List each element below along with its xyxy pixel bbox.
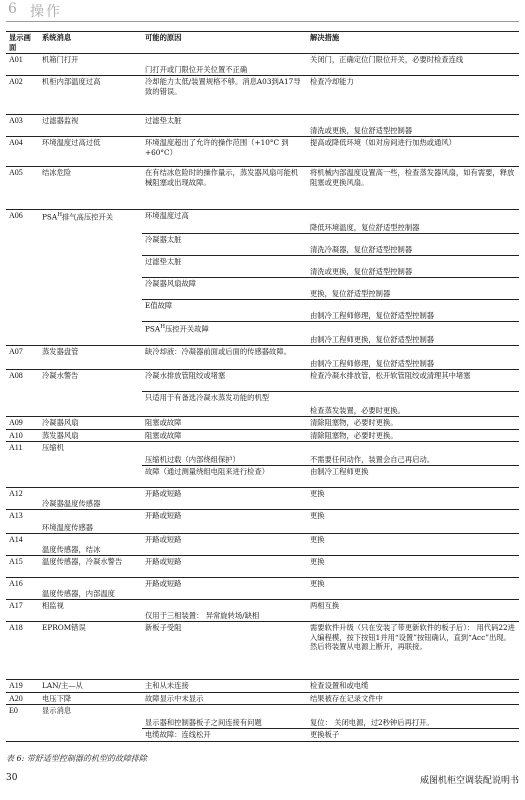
column-header-cause: 可能的原因 [142, 32, 307, 54]
system-message-cell: 蒸发器盘管 [39, 346, 142, 370]
solution-cell: 清洗或更换，复位舒适型控制器 [307, 115, 519, 137]
error-code-cell: A06 [6, 210, 39, 346]
cause-cell: 冷却能力太低/装置规格不够。消息A03到A17导致的错误。 [142, 76, 307, 115]
solution-cell: 不需要任何动作，装置会自己再启动。 [307, 442, 519, 466]
column-header-display: 显示画面 [6, 32, 39, 54]
document-title: 威图机柜空调装配说明书 [419, 776, 519, 786]
solution-cell: 由制冷工程师修理，复位舒适型控制器 [307, 346, 519, 370]
error-code-cell: A13 [6, 510, 39, 534]
table-row [6, 600, 519, 622]
system-message-cell: 温度传感器，内部温度 [39, 578, 142, 600]
table-row [6, 622, 519, 680]
system-message-cell: 蒸发器风扇 [39, 429, 142, 442]
table-row [6, 534, 519, 556]
error-code-cell: E0 [6, 705, 39, 742]
cause-cell: 缺冷却液：冷凝器前面或后面的传感器故障。 [142, 346, 307, 370]
solution-cell: 由制冷工程师更换，复位舒适型控制器 [307, 322, 519, 346]
solution-cell: 清洗冷凝器，复位舒适型控制器 [307, 234, 519, 256]
chapter-number: 6 [8, 1, 17, 17]
cause-cell: 开路或短路 [142, 578, 307, 600]
cause-cell: E值故障 [142, 300, 307, 322]
cause-cell: 压缩机过载（内部绕组保护） [142, 442, 307, 466]
cause-cell: 电缆故障：连线松开 [142, 729, 307, 742]
system-message-cell: 冷凝水警告 [39, 370, 142, 417]
cause-cell: 环境温度超出了允许的操作范围（+10°C 到 +60°C） [142, 137, 307, 167]
system-message-cell: 环境温度传感器 [39, 510, 142, 534]
table-row [6, 705, 519, 729]
solution-cell: 由制冷工程师更换 [307, 466, 519, 488]
cause-cell: 故障（通过测量绕组电阻来进行检查） [142, 466, 307, 488]
system-message-cell: 压缩机 [39, 442, 142, 488]
table-row [6, 76, 519, 115]
cause-cell: 过滤垫太脏 [142, 115, 307, 137]
solution-cell: 由制冷工程师修理，复位舒适型控制器 [307, 300, 519, 322]
error-code-cell: A09 [6, 417, 39, 430]
table-row [6, 429, 519, 442]
cause-cell: 冷凝水排放管阻绞或堵塞 [142, 370, 307, 392]
error-code-cell: A03 [6, 115, 39, 137]
system-message-cell: 电压下降 [39, 692, 142, 705]
column-header-solution: 解决措施 [307, 32, 519, 54]
solution-cell: 结果被存在记录文件中 [307, 692, 519, 705]
cause-cell: 阻塞或故障 [142, 429, 307, 442]
page-header [6, 0, 519, 22]
solution-cell: 检查冷凝水排放管，松开软管阻绞或清理其中堵塞 [307, 370, 519, 392]
system-message-cell: 结冰危险 [39, 167, 142, 210]
table-row [6, 370, 519, 392]
error-code-cell: A16 [6, 578, 39, 600]
error-code-cell: A12 [6, 488, 39, 510]
table-row [6, 417, 519, 430]
solution-cell: 检查蒸发装置，必要时更换。 [307, 392, 519, 417]
troubleshooting-table [6, 31, 519, 742]
cause-cell: 在有结冰危险时的操作量示，蒸发器风扇可能机械阻塞或出现故障。 [142, 167, 307, 210]
solution-cell: 更换板子 [307, 729, 519, 742]
cause-cell: 故障显示中未显示 [142, 692, 307, 705]
system-message-cell: EPROM错误 [39, 622, 142, 680]
table-caption: 表 6: 带舒适型控制器的机型的故障排除 [6, 754, 147, 763]
table-row [6, 137, 519, 167]
table-row [6, 167, 519, 210]
cause-cell: 仅用于三相装置： 异常旋转场/缺相 [142, 600, 307, 622]
cause-cell: 门打开或门限位开关位置不正确 [142, 54, 307, 76]
system-message-cell: 机箱门打开 [39, 54, 142, 76]
solution-cell: 更换，复位舒适型控制器 [307, 278, 519, 300]
system-message-cell: LAN/主—从 [39, 680, 142, 693]
cause-cell: 开路或短路 [142, 556, 307, 578]
table-row [6, 346, 519, 370]
solution-cell: 检查冷却能力 [307, 76, 519, 115]
solution-cell: 清洗或更换，复位舒适型控制器 [307, 256, 519, 278]
solution-cell: 需要软件升级（只在安装了带更新软件的板子后）： 用代码22进入编程模，按下按钮1并用“设置”按钮确认，直到“Acc”出现。然后将装置从电源上断开，再联接。 [307, 622, 519, 680]
solution-cell: 更换 [307, 578, 519, 600]
cause-cell: 主和从未连接 [142, 680, 307, 693]
system-message-cell: $PSA^H$排气高压控开关 [39, 210, 142, 346]
solution-cell: 更换 [307, 510, 519, 534]
error-code-cell: A18 [6, 622, 39, 680]
table-row [6, 210, 519, 234]
system-message-cell: 相监视 [39, 600, 142, 622]
table-row [6, 442, 519, 466]
solution-cell: 更换 [307, 534, 519, 556]
cause-cell: 开路或短路 [142, 534, 307, 556]
page-number: 30 [6, 773, 18, 783]
error-code-cell: A01 [6, 54, 39, 76]
cause-cell: 只适用于有备选冷凝水蒸发功能的机型 [142, 392, 307, 417]
system-message-cell: 温度传感器，结冰 [39, 534, 142, 556]
cause-cell: 开路或短路 [142, 510, 307, 534]
table-row [6, 488, 519, 510]
system-message-cell: 过滤器监视 [39, 115, 142, 137]
cause-cell: $PSA^H$压控开关故障 [142, 322, 307, 346]
table-row [6, 680, 519, 693]
cause-cell: 冷凝器风扇故障 [142, 278, 307, 300]
solution-cell: 复位： 关闭电源，过2秒钟后再打开。 [307, 705, 519, 729]
error-code-cell: A08 [6, 370, 39, 417]
solution-cell: 两相互换 [307, 600, 519, 622]
system-message-cell: 机柜内部温度过高 [39, 76, 142, 115]
cause-cell: 过滤垫太脏 [142, 256, 307, 278]
table-row [6, 510, 519, 534]
table-header-row [6, 32, 519, 54]
system-message-cell: 显示消息 [39, 705, 142, 742]
table-row [6, 692, 519, 705]
solution-cell: 更换 [307, 556, 519, 578]
cause-cell: 阻塞或故障 [142, 417, 307, 430]
solution-cell: 将机械内部温度设置高一些，检查蒸发器风扇，如有需要，释放阻塞或更换风扇。 [307, 167, 519, 210]
table-row [6, 54, 519, 76]
solution-cell: 检查设置和或电缆 [307, 680, 519, 693]
table-row [6, 115, 519, 137]
table-body [6, 54, 519, 742]
solution-cell: 更换 [307, 488, 519, 510]
error-code-cell: A17 [6, 600, 39, 622]
error-code-cell: A20 [6, 692, 39, 705]
system-message-cell: 温度传感器，冷凝水警告 [39, 556, 142, 578]
table-row [6, 578, 519, 600]
solution-cell: 提高或降低环境（如对房间进行加热或通风） [307, 137, 519, 167]
error-code-cell: A02 [6, 76, 39, 115]
error-code-cell: A11 [6, 442, 39, 488]
cause-cell: 冷凝器太脏 [142, 234, 307, 256]
error-code-cell: A19 [6, 680, 39, 693]
solution-cell: 清除阻塞物，必要时更换。 [307, 417, 519, 430]
system-message-cell: 环境温度过高过低 [39, 137, 142, 167]
column-header-message: 系统消息 [39, 32, 142, 54]
error-code-cell: A10 [6, 429, 39, 442]
cause-cell: 开路或短路 [142, 488, 307, 510]
solution-cell: 关闭门，正确定位门限位开关，必要时检查连线 [307, 54, 519, 76]
error-code-cell: A05 [6, 167, 39, 210]
cause-cell: 新板子受阻 [142, 622, 307, 680]
error-code-cell: A04 [6, 137, 39, 167]
error-code-cell: A15 [6, 556, 39, 578]
solution-cell: 清除阻塞物，必要时更换。 [307, 429, 519, 442]
error-code-cell: A07 [6, 346, 39, 370]
error-code-cell: A14 [6, 534, 39, 556]
cause-cell: 环境温度过高 [142, 210, 307, 234]
system-message-cell: 冷凝器温度传感器 [39, 488, 142, 510]
chapter-title: 操作 [30, 4, 62, 20]
solution-cell: 降低环境温度，复位舒适型控制器 [307, 210, 519, 234]
system-message-cell: 冷凝器风扇 [39, 417, 142, 430]
table-row [6, 556, 519, 578]
cause-cell: 显示器和控制器板子之间连接有问题 [142, 705, 307, 729]
